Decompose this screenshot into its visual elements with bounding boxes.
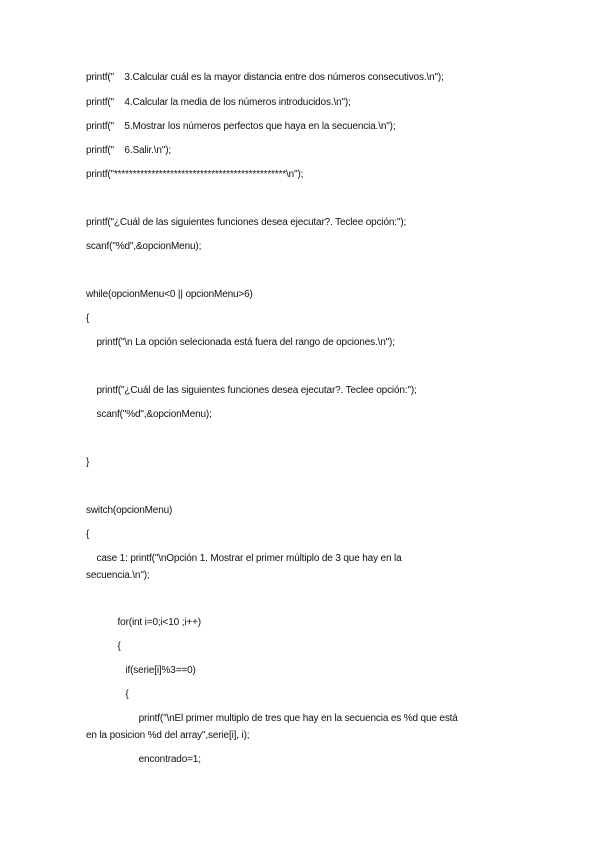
code-line: printf("¿Cuál de las siguientes funciones desea ejecutar?. Teclee opción:"); — [86, 385, 417, 396]
code-line: printf("\n La opción selecionada está fuera del rango de opciones.\n"); — [86, 337, 395, 348]
code-line: secuencia.\n"); — [86, 570, 150, 581]
code-line: case 1: printf("\nOpción 1. Mostrar el primer múltiplo de 3 que hay en la — [86, 553, 402, 564]
code-line: en la posicion %d del array",serie[i], i); — [86, 730, 250, 741]
code-line: encontrado=1; — [86, 754, 201, 765]
code-line: } — [86, 457, 90, 468]
code-line: printf("**********************************************\n"); — [86, 169, 304, 180]
code-line: { — [86, 689, 129, 700]
code-line: printf("¿Cuál de las siguientes funciones desea ejecutar?. Teclee opción:"); — [86, 217, 407, 228]
code-line: { — [86, 313, 90, 324]
code-line: printf(" 3.Calcular cuál es la mayor distancia entre dos números consecutivos.\n"); — [86, 72, 444, 83]
code-line: switch(opcionMenu) — [86, 505, 173, 516]
code-line: printf("\nEl primer multiplo de tres que hay en la secuencia es %d que está — [86, 713, 458, 724]
code-line: scanf("%d",&opcionMenu); — [86, 241, 202, 252]
code-line: while(opcionMenu<0 || opcionMenu>6) — [86, 289, 253, 300]
code-line: if(serie[i]%3==0) — [86, 665, 196, 676]
code-line: { — [86, 641, 121, 652]
code-line: printf(" 6.Salir.\n"); — [86, 145, 172, 156]
code-line: for(int i=0;i<10 ;i++) — [86, 617, 201, 628]
code-line: printf(" 4.Calcular la media de los números introducidos.\n"); — [86, 97, 351, 108]
code-line: { — [86, 529, 90, 540]
code-line: printf(" 5.Mostrar los números perfectos que haya en la secuencia.\n"); — [86, 121, 396, 132]
code-line: scanf("%d",&opcionMenu); — [86, 409, 212, 420]
